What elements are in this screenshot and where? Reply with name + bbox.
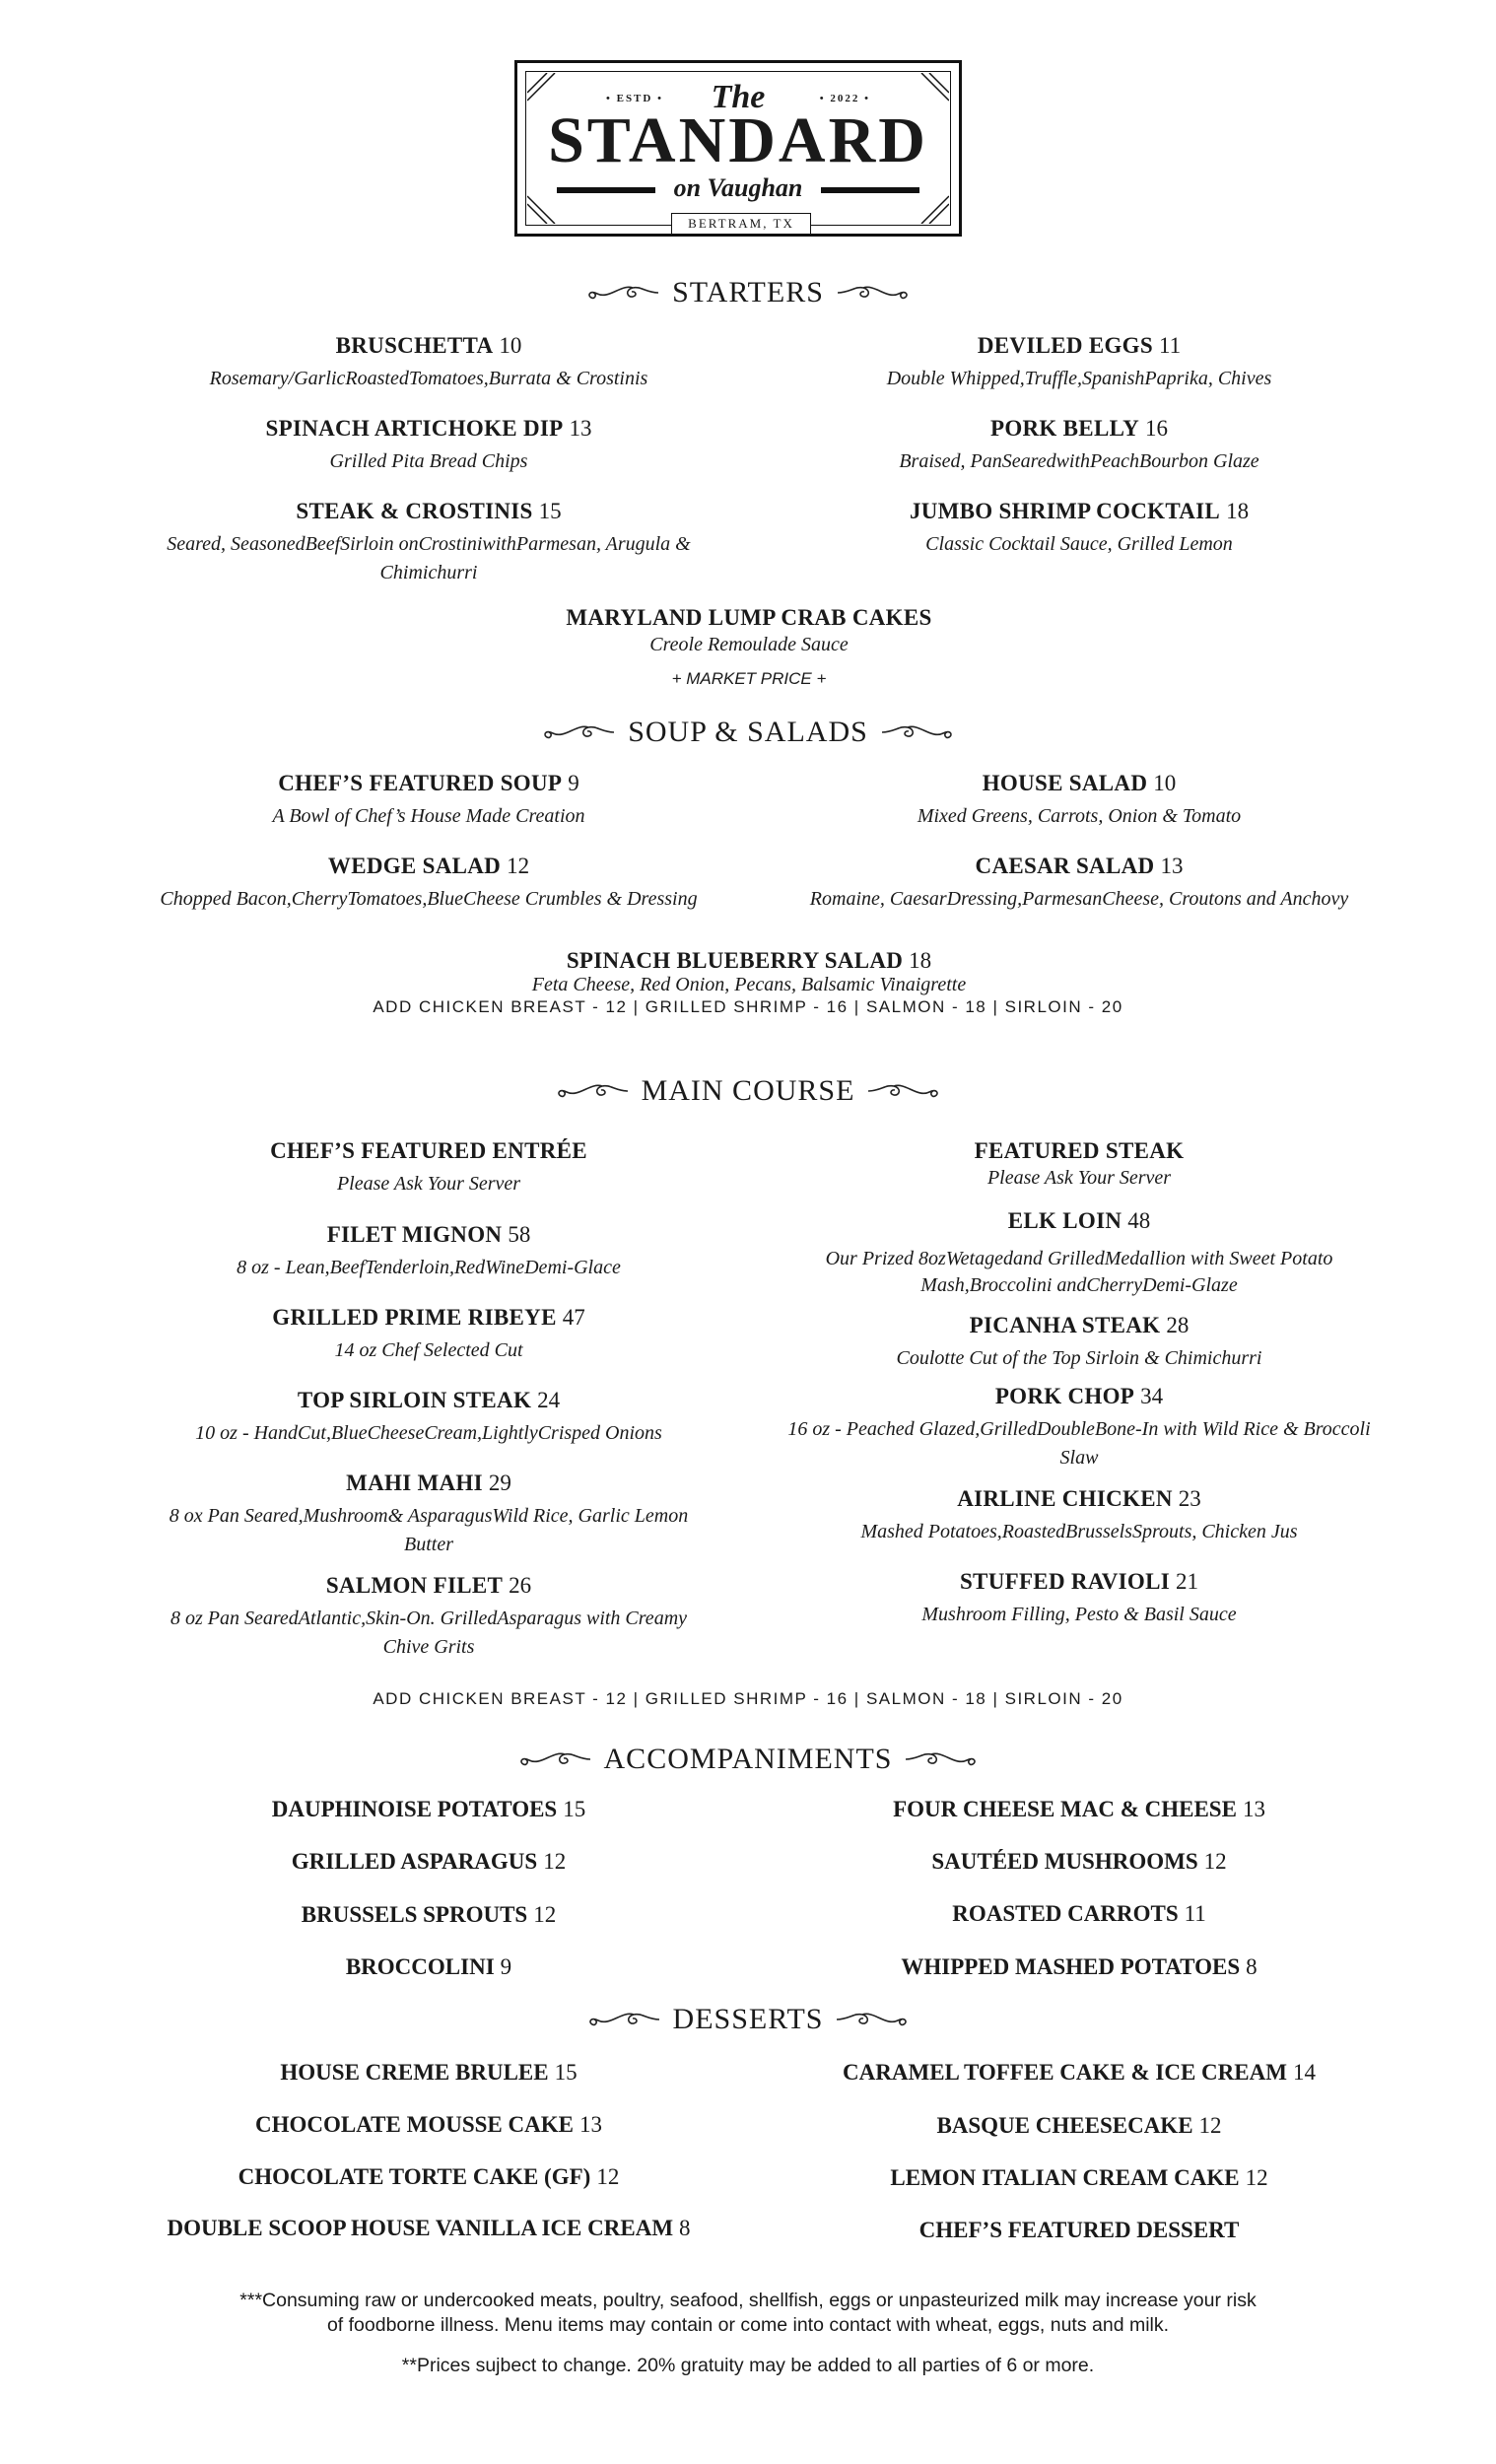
item-name: BASQUE CHEESECAKE — [936, 2113, 1193, 2138]
item-price: 48 — [1127, 1208, 1151, 1233]
item-price: 26 — [509, 1573, 532, 1598]
item-name: MARYLAND LUMP CRAB CAKES — [566, 605, 932, 630]
item-name: CHEF’S FEATURED ENTRÉE — [270, 1138, 587, 1163]
menu-item — [798, 499, 1360, 559]
item-description: Grilled Pita Bread Chips — [329, 450, 528, 472]
item-price: 13 — [1242, 1797, 1265, 1821]
item-description: Coulotte Cut of the Top Sirloin & Chimichurri — [896, 1347, 1262, 1369]
item-price: 12 — [507, 854, 530, 878]
item-description: 14 oz Chef Selected Cut — [334, 1339, 523, 1361]
menu-item — [148, 1305, 710, 1365]
item-description: 8 oz - Lean,BeefTenderloin,RedWineDemi-Glace — [237, 1257, 621, 1278]
item-description: Please Ask Your Server — [986, 1167, 1172, 1189]
item-description: Rosemary/GarlicRoastedTomatoes,Burrata & Crostinis — [209, 368, 648, 389]
item-price: 11 — [1158, 333, 1182, 358]
menu-item — [148, 1471, 710, 1559]
item-name: WHIPPED MASHED POTATOES — [901, 1954, 1241, 1979]
item-price: 34 — [1140, 1384, 1164, 1408]
restaurant-logo — [514, 60, 962, 237]
menu-item — [779, 1486, 1380, 1546]
item-name: CARAMEL TOFFEE CAKE & ICE CREAM — [843, 2060, 1287, 2085]
flourish-right-icon — [836, 282, 915, 304]
item-price: 23 — [1178, 1486, 1201, 1511]
flourish-right-icon — [904, 1748, 983, 1770]
item-name: DOUBLE SCOOP HOUSE VANILLA ICE CREAM — [167, 2216, 674, 2240]
item-price: 29 — [488, 1471, 511, 1495]
section-title: STARTERS — [672, 276, 824, 308]
item-price: 13 — [1160, 854, 1184, 878]
section-title: DESSERTS — [672, 2003, 824, 2035]
item-description: Mushroom Filling, Pesto & Basil Sauce — [921, 1604, 1237, 1625]
dessert-item — [798, 2218, 1360, 2243]
side-item — [148, 1849, 710, 1875]
item-description: Creole Remoulade Sauce — [649, 634, 849, 655]
health-warning-line: of foodborne illness. Menu items may contain or come into contact with wheat, eggs, nuts and milk. — [326, 2314, 1170, 2336]
section-heading-starters — [0, 276, 1496, 309]
menu-item — [148, 333, 710, 393]
menu-item — [148, 1138, 710, 1198]
menu-item — [148, 416, 710, 476]
item-name: STUFFED RAVIOLI — [959, 1569, 1171, 1594]
item-description: Chopped Bacon,CherryTomatoes,BlueCheese Crumbles & Dressing — [160, 888, 698, 910]
item-price: 12 — [596, 2164, 620, 2189]
item-price: 24 — [537, 1388, 561, 1412]
item-price: 8 — [679, 2216, 691, 2240]
dessert-item — [779, 2060, 1380, 2086]
flourish-right-icon — [866, 1080, 945, 1102]
item-description: Romaine, CaesarDressing,ParmesanCheese, Croutons and Anchovy — [809, 888, 1349, 910]
dessert-item — [118, 2216, 739, 2241]
side-item — [798, 1849, 1360, 1875]
item-name: HOUSE SALAD — [982, 771, 1148, 795]
item-description: Feta Cheese, Red Onion, Pecans, Balsamic Vinaigrette — [531, 974, 967, 995]
item-name: SPINACH BLUEBERRY SALAD — [566, 948, 904, 973]
item-name: FOUR CHEESE MAC & CHEESE — [893, 1797, 1237, 1821]
item-description: 10 oz - HandCut,BlueCheeseCream,LightlyCrisped Onions — [195, 1422, 662, 1444]
item-name: GRILLED PRIME RIBEYE — [272, 1305, 557, 1330]
item-price: 11 — [1184, 1901, 1206, 1926]
side-item — [798, 1797, 1360, 1822]
item-name: TOP SIRLOIN STEAK — [297, 1388, 532, 1412]
item-name: ROASTED CARROTS — [952, 1901, 1179, 1926]
item-price: 15 — [538, 499, 562, 523]
section-title: MAIN COURSE — [641, 1074, 855, 1107]
item-price: 9 — [568, 771, 579, 795]
side-item — [798, 1954, 1360, 1980]
item-price: 12 — [1203, 1849, 1227, 1874]
logo-name: STANDARD — [548, 104, 928, 176]
item-name: PORK BELLY — [989, 416, 1140, 441]
item-price: 15 — [563, 1797, 586, 1821]
section-heading-accompaniments — [0, 1743, 1496, 1776]
price-notice: **Prices sujbect to change. 20% gratuity may be added to all parties of 6 or more. — [401, 2355, 1095, 2376]
item-name: DEVILED EGGS — [977, 333, 1153, 358]
side-item — [798, 1901, 1360, 1927]
item-price: 8 — [1246, 1954, 1258, 1979]
menu-item — [798, 1569, 1360, 1629]
dessert-item — [148, 2060, 710, 2086]
item-description: Braised, PanSearedwithPeachBourbon Glaze — [899, 450, 1259, 472]
item-price: 47 — [562, 1305, 585, 1330]
logo-subtitle: on Vaughan — [673, 173, 803, 202]
item-description: A Bowl of Chef’s House Made Creation — [272, 805, 585, 827]
menu-item — [798, 1208, 1360, 1299]
item-name: PORK CHOP — [994, 1384, 1135, 1408]
item-name: SALMON FILET — [325, 1573, 504, 1598]
item-name: CAESAR SALAD — [975, 854, 1155, 878]
item-price: 12 — [543, 1849, 567, 1874]
item-name: SPINACH ARTICHOKE DIP — [265, 416, 564, 441]
menu-item — [394, 948, 1104, 995]
item-name: BRUSCHETTA — [335, 333, 494, 358]
menu-item — [128, 1388, 729, 1448]
menu-item — [148, 1222, 710, 1282]
item-price: 10 — [499, 333, 522, 358]
section-heading-soups — [0, 716, 1496, 749]
logo-year: • 2022 • — [819, 93, 870, 104]
item-price: 58 — [508, 1222, 531, 1247]
item-price: 18 — [909, 948, 932, 973]
dessert-item — [798, 2165, 1360, 2191]
side-item — [148, 1902, 710, 1928]
item-price: 28 — [1166, 1313, 1190, 1337]
item-name: SAUTÉED MUSHROOMS — [931, 1849, 1198, 1874]
add-on-options: ADD CHICKEN BREAST - 12 | GRILLED SHRIMP - 16 | SALMON - 18 | SIRLOIN - 20 — [373, 1689, 1123, 1708]
menu-item — [779, 1384, 1380, 1472]
menu-item — [798, 1138, 1360, 1193]
item-name: BROCCOLINI — [345, 1954, 495, 1979]
menu-item — [798, 1313, 1360, 1373]
menu-item — [148, 1573, 710, 1662]
section-title: SOUP & SALADS — [628, 716, 868, 748]
health-warning — [0, 2289, 1496, 2338]
item-name: GRILLED ASPARAGUS — [291, 1849, 538, 1874]
item-description: Please Ask Your Server — [336, 1173, 521, 1195]
menu-item — [138, 499, 719, 587]
flourish-left-icon — [582, 2009, 661, 2030]
item-price: 18 — [1226, 499, 1250, 523]
flourish-right-icon — [835, 2009, 914, 2030]
item-price: 21 — [1176, 1569, 1199, 1594]
item-name: DAUPHINOISE POTATOES — [271, 1797, 558, 1821]
item-price: 14 — [1292, 2060, 1316, 2085]
menu-item — [798, 333, 1360, 393]
item-description: Mashed Potatoes,RoastedBrusselsSprouts, Chicken Jus — [860, 1521, 1298, 1542]
item-name: LEMON ITALIAN CREAM CAKE — [890, 2165, 1240, 2190]
item-price: 13 — [569, 416, 592, 441]
logo-the: The — [711, 79, 766, 115]
item-price: 10 — [1153, 771, 1177, 795]
logo-city: BERTRAM, TX — [671, 213, 811, 235]
item-description: Our Prized 8ozWetagedand GrilledMedallion with Sweet Potato Mash,Broccolini andCherryDemi-Glaze — [825, 1248, 1333, 1296]
item-name: CHEF’S FEATURED SOUP — [278, 771, 563, 795]
logo-estd: • ESTD • — [606, 93, 663, 104]
section-title: ACCOMPANIMENTS — [603, 1743, 893, 1775]
menu-item — [148, 854, 710, 914]
flourish-left-icon — [513, 1748, 592, 1770]
item-description: 8 ox Pan Seared,Mushroom& AsparagusWild Rice, Garlic Lemon Butter — [169, 1505, 689, 1555]
menu-item — [798, 416, 1360, 476]
item-name: STEAK & CROSTINIS — [296, 499, 533, 523]
item-price: 16 — [1145, 416, 1169, 441]
dessert-item — [148, 2164, 710, 2190]
side-item — [148, 1954, 710, 1980]
menu-item — [148, 771, 710, 831]
item-price: 12 — [533, 1902, 557, 1927]
item-name: CHOCOLATE TORTE CAKE (GF) — [238, 2164, 591, 2189]
market-price-note: + MARKET PRICE + — [671, 669, 827, 688]
item-name: FEATURED STEAK — [974, 1138, 1185, 1163]
item-name: AIRLINE CHICKEN — [957, 1486, 1173, 1511]
flourish-left-icon — [551, 1080, 630, 1102]
menu-item — [798, 771, 1360, 831]
item-name: ELK LOIN — [1007, 1208, 1122, 1233]
side-item — [148, 1797, 710, 1822]
dessert-item — [148, 2112, 710, 2138]
item-name: CHEF’S FEATURED DESSERT — [918, 2218, 1240, 2242]
item-name: WEDGE SALAD — [327, 854, 502, 878]
item-name: HOUSE CREME BRULEE — [280, 2060, 549, 2085]
item-name: JUMBO SHRIMP COCKTAIL — [909, 499, 1221, 523]
flourish-left-icon — [537, 721, 616, 743]
flourish-right-icon — [880, 721, 959, 743]
menu-item — [798, 854, 1360, 914]
item-price: 15 — [554, 2060, 578, 2085]
item-name: FILET MIGNON — [326, 1222, 503, 1247]
add-on-options: ADD CHICKEN BREAST - 12 | GRILLED SHRIMP - 16 | SALMON - 18 | SIRLOIN - 20 — [373, 997, 1123, 1016]
item-name: CHOCOLATE MOUSSE CAKE — [255, 2112, 574, 2137]
item-name: MAHI MAHI — [346, 1471, 483, 1495]
flourish-left-icon — [581, 282, 660, 304]
item-description: Double Whipped,Truffle,SpanishPaprika, Chives — [886, 368, 1272, 389]
section-heading-desserts — [0, 2003, 1496, 2036]
item-name: BRUSSELS SPROUTS — [301, 1902, 528, 1927]
item-price: 13 — [578, 2112, 602, 2137]
item-description: Classic Cocktail Sauce, Grilled Lemon — [925, 533, 1233, 555]
item-price: 12 — [1245, 2165, 1268, 2190]
item-name: PICANHA STEAK — [969, 1313, 1161, 1337]
item-description: 16 oz - Peached Glazed,GrilledDoubleBone-In with Wild Rice & Broccoli Slaw — [787, 1418, 1371, 1469]
item-description: 8 oz Pan SearedAtlantic,Skin-On. GrilledAsparagus with Creamy Chive Grits — [170, 1608, 688, 1658]
item-price: 12 — [1198, 2113, 1222, 2138]
item-description: Seared, SeasonedBeefSirloin onCrostiniwithParmesan, Arugula & Chimichurri — [167, 533, 691, 583]
item-description: Mixed Greens, Carrots, Onion & Tomato — [917, 805, 1242, 827]
health-warning-line: ***Consuming raw or undercooked meats, poultry, seafood, shellfish, eggs or unpasteurized milk may increase your risk — [239, 2290, 1257, 2311]
menu-item — [394, 605, 1104, 689]
dessert-item — [798, 2113, 1360, 2139]
section-heading-main-course — [0, 1074, 1496, 1108]
item-price: 9 — [500, 1954, 512, 1979]
